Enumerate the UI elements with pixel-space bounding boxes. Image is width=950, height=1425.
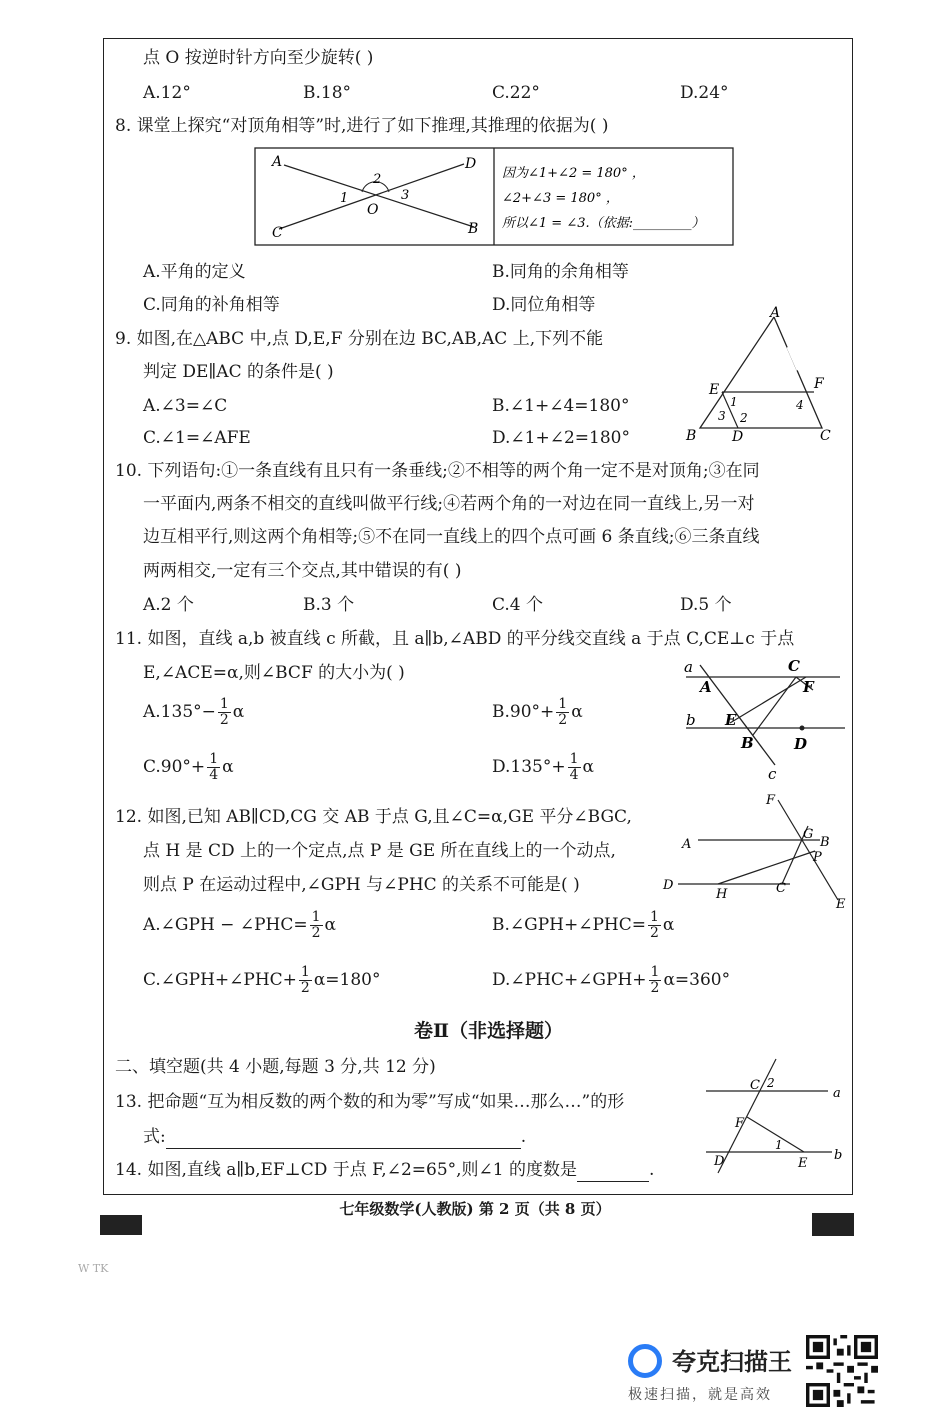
q12-option-a-post: α xyxy=(324,915,336,935)
q8-label-b: B xyxy=(468,221,479,237)
q7-option-d: D.24° xyxy=(680,83,729,103)
section-2-title: 卷Ⅱ（非选择题） xyxy=(414,1020,564,1042)
q9-label-d: D xyxy=(732,429,744,445)
q7-option-c: C.22° xyxy=(492,83,540,103)
q12-option-a-pre: A.∠GPH − ∠PHC= xyxy=(143,915,308,935)
q12-option-b-post: α xyxy=(662,915,675,935)
numerator: 1 xyxy=(650,964,660,980)
q9-figure xyxy=(680,302,840,447)
q12-label-h: H xyxy=(716,887,728,902)
q9-angle-4: 4 xyxy=(796,398,804,412)
q10-line-1: 10. 下列语句:①一条直线有且只有一条垂线;②不相等的两个角一定不是对顶角;③在同 xyxy=(115,461,760,481)
q12-label-a: A xyxy=(682,837,692,852)
q10-option-d: D.5 个 xyxy=(680,595,732,615)
page-footer: 七年级数学(人教版) 第 2 页（共 8 页） xyxy=(339,1200,611,1218)
q11-option-a-pre: A.135°− xyxy=(143,702,216,722)
q11-label-a-line: a xyxy=(684,658,693,676)
q10-line-2: 一平面内,两条不相交的直线叫做平行线;④若两个角的一对边在同一直线上,另一对 xyxy=(143,494,755,514)
denominator: 2 xyxy=(558,712,568,728)
q8-figure xyxy=(254,147,735,247)
q12-figure xyxy=(660,788,850,913)
registration-mark-right xyxy=(812,1213,854,1236)
section-2-heading: 二、填空题(共 4 小题,每题 3 分,共 12 分) xyxy=(115,1057,436,1077)
q11-option-a-fraction xyxy=(218,697,231,728)
quark-logo-icon xyxy=(628,1344,662,1378)
q12-option-c-fraction xyxy=(299,965,312,996)
q14-label-e: E xyxy=(798,1156,808,1171)
q9-label-a: A xyxy=(770,305,781,321)
numerator: 1 xyxy=(569,751,579,767)
numerator: 1 xyxy=(558,696,568,712)
q14-period: . xyxy=(649,1160,655,1180)
q14-label-c: C xyxy=(750,1078,760,1093)
q12-label-d: D xyxy=(663,878,674,893)
q12-option-d-fraction xyxy=(649,965,662,996)
numerator: 1 xyxy=(300,964,310,980)
q13-prefix: 式: xyxy=(143,1127,166,1147)
denominator: 4 xyxy=(569,767,579,783)
q14-line xyxy=(115,1159,654,1182)
q7-line: 点 O 按逆时针方向至少旋转( ) xyxy=(143,48,374,68)
q14-label-b: b xyxy=(834,1148,843,1163)
q12-label-g: G xyxy=(803,827,814,842)
q13-line-2 xyxy=(143,1126,526,1149)
numerator: 1 xyxy=(311,909,321,925)
q12-option-d xyxy=(492,965,730,996)
q11-label-c-line: c xyxy=(768,765,777,783)
denominator: 2 xyxy=(650,925,659,941)
q13-period: . xyxy=(520,1127,527,1147)
q8-angle-1: 1 xyxy=(340,191,349,206)
q13-answer-blank[interactable] xyxy=(166,1126,521,1149)
q7-option-b: B.18° xyxy=(303,83,352,103)
q11-option-b-post: α xyxy=(571,702,583,722)
q9-angle-2: 2 xyxy=(740,411,748,425)
q11-label-c: C xyxy=(788,657,800,675)
numerator: 1 xyxy=(650,909,659,925)
q7-option-a: A.12° xyxy=(143,83,191,103)
q12-option-c-pre: C.∠GPH+∠PHC+ xyxy=(143,970,297,990)
q11-label-a: A xyxy=(700,678,712,696)
q11-option-a xyxy=(143,697,244,728)
q8-stem: 8. 课堂上探究“对顶角相等”时,进行了如下推理,其推理的依据为( ) xyxy=(115,116,609,136)
q9-option-d: D.∠1+∠2=180° xyxy=(492,428,630,448)
q9-option-c: C.∠1=∠AFE xyxy=(143,428,251,448)
q11-label-e: E xyxy=(725,711,737,729)
q8-angle-3: 3 xyxy=(401,188,410,203)
q11-option-d xyxy=(492,752,594,783)
qr-code-icon xyxy=(806,1335,878,1407)
q12-label-p: P xyxy=(813,850,822,865)
q14-label-a: a xyxy=(833,1086,841,1101)
q11-option-b-fraction xyxy=(556,697,569,728)
q9-option-a: A.∠3=∠C xyxy=(143,396,228,416)
registration-mark-left xyxy=(100,1215,142,1235)
q11-label-d: D xyxy=(794,735,808,753)
q9-label-c: C xyxy=(820,428,831,444)
q11-option-d-fraction xyxy=(568,752,581,783)
q9-angle-3: 3 xyxy=(718,409,726,423)
q11-figure xyxy=(680,655,850,785)
q8-option-b: B.同角的余角相等 xyxy=(492,262,629,282)
q12-label-b: B xyxy=(820,835,830,850)
q8-label-d: D xyxy=(465,156,477,172)
q12-option-b xyxy=(492,910,674,941)
denominator: 4 xyxy=(209,767,219,783)
q12-line-3: 则点 P 在运动过程中,∠GPH 与∠PHC 的关系不可能是( ) xyxy=(143,875,580,895)
q14-angle-2: 2 xyxy=(767,1076,775,1090)
q8-label-a: A xyxy=(272,154,283,170)
scan-mark: W TK xyxy=(78,1262,109,1275)
q11-option-b-pre: B.90°+ xyxy=(492,702,555,722)
q12-label-f: F xyxy=(766,793,776,808)
q10-option-c: C.4 个 xyxy=(492,595,544,615)
q12-label-c: C xyxy=(776,881,786,896)
denominator: 2 xyxy=(311,925,321,941)
q14-figure xyxy=(700,1055,850,1180)
q12-option-c xyxy=(143,965,381,996)
q11-option-d-post: α xyxy=(582,757,595,777)
q10-option-a: A.2 个 xyxy=(143,595,194,615)
q12-line-1: 12. 如图,已知 AB∥CD,CG 交 AB 于点 G,且∠C=α,GE 平分∠BGC, xyxy=(115,807,632,827)
q12-option-a xyxy=(143,910,336,941)
q14-angle-1: 1 xyxy=(775,1138,783,1152)
q12-option-c-post: α=180° xyxy=(313,970,381,990)
q8-label-o: O xyxy=(367,202,379,218)
q11-label-b-line: b xyxy=(686,711,696,729)
q9-line-1: 9. 如图,在△ABC 中,点 D,E,F 分别在边 BC,AB,AC 上,下列不能 xyxy=(115,329,604,349)
q11-option-c xyxy=(143,752,234,783)
q11-label-b: B xyxy=(741,734,754,752)
denominator: 2 xyxy=(650,980,660,996)
q11-label-f: F xyxy=(803,678,814,696)
q11-option-c-post: α xyxy=(222,757,234,777)
q9-option-b: B.∠1+∠4=180° xyxy=(492,396,630,416)
q11-option-d-pre: D.135°+ xyxy=(492,757,566,777)
q9-label-e: E xyxy=(709,382,720,398)
q14-label-d: D xyxy=(714,1154,725,1169)
q8-option-c: C.同角的补角相等 xyxy=(143,295,280,315)
q10-option-b: B.3 个 xyxy=(303,595,355,615)
q12-option-a-fraction xyxy=(310,910,323,941)
q12-option-d-pre: D.∠PHC+∠GPH+ xyxy=(492,970,647,990)
q9-label-f: F xyxy=(814,376,824,392)
brand-tagline: 极速扫描，就是高效 xyxy=(628,1387,772,1403)
q11-option-c-fraction xyxy=(207,752,220,783)
q12-option-d-post: α=360° xyxy=(663,970,731,990)
denominator: 2 xyxy=(219,712,229,728)
q10-line-4: 两两相交,一定有三个交点,其中错误的有( ) xyxy=(143,561,462,581)
q11-option-c-pre: C.90°+ xyxy=(143,757,206,777)
brand-name: 夸克扫描王 xyxy=(672,1348,792,1376)
numerator: 1 xyxy=(209,751,219,767)
q8-box-line-3: 所以∠1 = ∠3.（依据:_________） xyxy=(502,216,705,231)
q8-angle-2: 2 xyxy=(373,172,382,187)
numerator: 1 xyxy=(219,696,229,712)
q11-line-2: E,∠ACE=α,则∠BCF 的大小为( ) xyxy=(143,663,405,683)
q12-line-2: 点 H 是 CD 上的一个定点,点 P 是 GE 所在直线上的一个动点, xyxy=(143,841,616,861)
q14-text: 14. 如图,直线 a∥b,EF⊥CD 于点 F,∠2=65°,则∠1 的度数是 xyxy=(115,1160,578,1180)
q13-line-1: 13. 把命题“互为相反数的两个数的和为零”写成“如果…那么…”的形 xyxy=(115,1092,625,1112)
q9-line-2: 判定 DE∥AC 的条件是( ) xyxy=(143,362,334,382)
q8-label-c: C xyxy=(272,225,283,241)
q12-label-e: E xyxy=(836,897,846,912)
q10-line-3: 边互相平行,则这两个角相等;⑤不在同一直线上的四个点可画 6 条直线;⑥三条直线 xyxy=(143,527,760,547)
q8-box-line-2: ∠2+∠3 = 180° ， xyxy=(502,191,619,206)
q12-option-b-fraction xyxy=(648,910,661,941)
q8-option-a: A.平角的定义 xyxy=(143,262,246,282)
q8-option-d: D.同位角相等 xyxy=(492,295,596,315)
q9-angle-1: 1 xyxy=(730,395,738,409)
q9-label-b: B xyxy=(686,428,697,444)
q11-line-1: 11. 如图，直线 a,b 被直线 c 所截，且 a∥b,∠ABD 的平分线交直线 a 于点 C,CE⊥c 于点 xyxy=(115,629,795,649)
q12-option-b-pre: B.∠GPH+∠PHC= xyxy=(492,915,646,935)
q14-answer-blank[interactable] xyxy=(577,1159,649,1182)
q11-option-a-post: α xyxy=(232,702,245,722)
q11-option-b xyxy=(492,697,583,728)
q8-box-line-1: 因为∠1+∠2 = 180° ， xyxy=(502,166,645,181)
denominator: 2 xyxy=(300,980,310,996)
q14-label-f: F xyxy=(735,1116,745,1131)
